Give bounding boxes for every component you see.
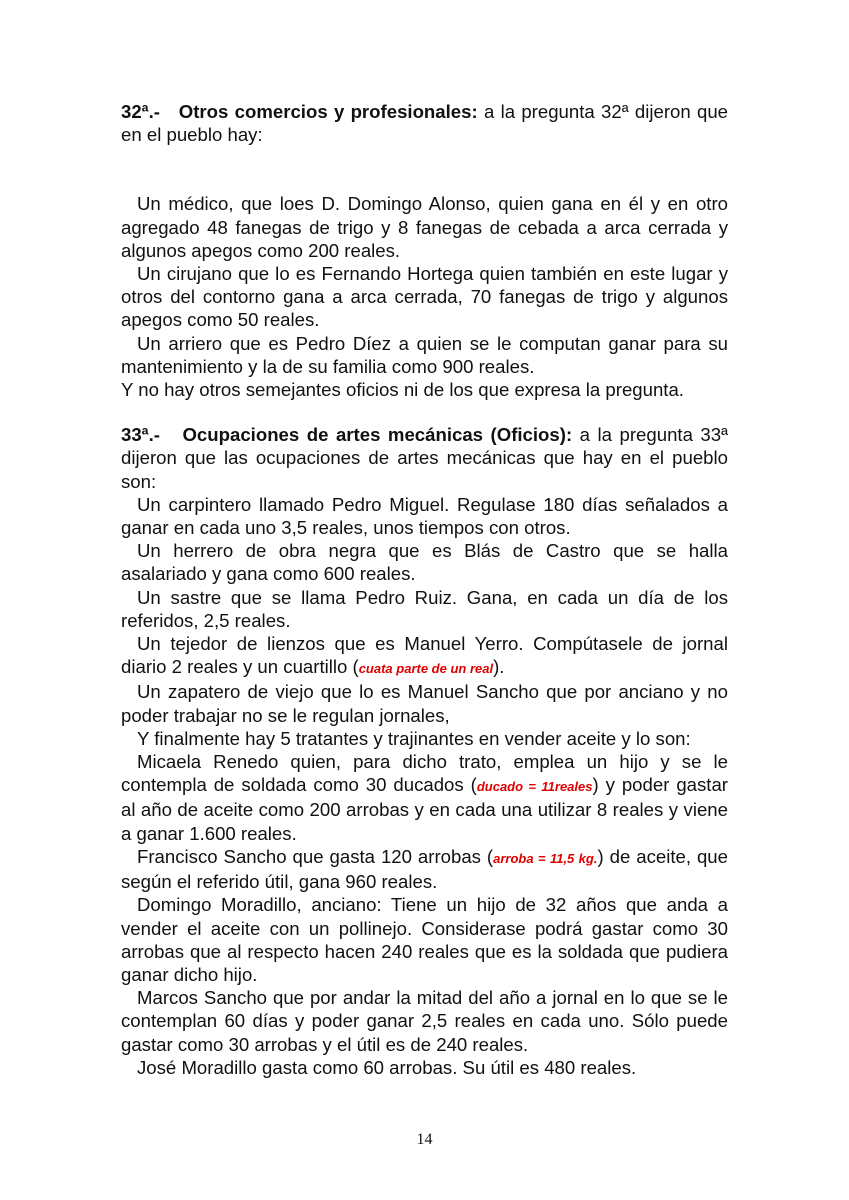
micaela-paragraph — [121, 750, 728, 845]
francisco-text-end: ) de aceite, que según el referido útil, gana 960 reales. — [121, 845, 728, 893]
arriero-paragraph: Un arriero que es Pedro Díez a quien se le computan ganar para su mantenimiento y la de su familia como 900 reales. — [121, 332, 728, 377]
ducado-note: ducado = 11reales — [476, 779, 593, 795]
zapatero-paragraph: Un zapatero de viejo que lo es Manuel Sancho que por anciano y no poder trabajar no se le regulan jornales, — [121, 681, 728, 726]
tejedor-note: cuata parte de un real — [358, 661, 494, 677]
arroba-note: arroba = 11,5 kg. — [493, 850, 598, 866]
francisco-text: Francisco Sancho que gasta 120 arrobas ( — [137, 845, 494, 867]
herrero-paragraph: Un herrero de obra negra que es Blás de Castro que se halla asalariado y gana como 600 reales. — [121, 540, 728, 585]
document-page — [121, 100, 728, 1079]
tejedor-paragraph — [121, 632, 728, 680]
spacer — [121, 401, 728, 423]
section-33-heading-paragraph — [121, 423, 728, 493]
tratantes-paragraph: Y finalmente hay 5 tratantes y trajinantes en vender aceite y lo son: — [137, 727, 691, 749]
medico-paragraph: Un médico, que loes D. Domingo Alonso, quien gana en él y en otro agregado 48 fanegas de trigo y 8 fanegas de cebada a arca cerrada y algunos apegos como 200 reales. — [121, 193, 728, 261]
section-32-heading-paragraph — [121, 100, 728, 146]
section-32-number: 32ª.- — [121, 101, 160, 122]
page-number: 14 — [416, 1131, 433, 1148]
section-32-title: Otros comercios y profesionales: — [178, 101, 478, 122]
carpintero-paragraph: Un carpintero llamado Pedro Miguel. Regulase 180 días señalados a ganar en cada uno 3,5 reales, unos tiempos con otros. — [121, 493, 728, 539]
domingo-paragraph: Domingo Moradillo, anciano: Tiene un hijo de 32 años que anda a vender el aceite con un pollinejo. Considerase podrá gastar como 30 arrobas que al respecto hacen 240 reales que es la soldada que pudiera ganar dicho hijo. — [121, 894, 728, 985]
section-33-title: Ocupaciones de artes mecánicas (Oficios): — [182, 424, 573, 446]
section-32-intro: a la pregunta 32ª dijeron que en el pueblo hay: — [121, 101, 728, 146]
jose-paragraph: José Moradillo gasta como 60 arrobas. Su útil es 480 reales. — [137, 1056, 637, 1078]
spacer — [121, 169, 728, 192]
marcos-paragraph: Marcos Sancho que por andar la mitad del año a jornal en lo que se le contemplan 60 días y poder ganar 2,5 reales en cada uno. Sólo puede gastar como 30 arrobas y el útil es de 240 reales. — [121, 987, 728, 1055]
tejedor-text: Un tejedor de lienzos que es Manuel Yerro. Compútasele de jornal diario 2 reales y un cuartillo ( — [121, 633, 728, 678]
section-33-number: 33ª.- — [121, 424, 160, 446]
section-32-closing: Y no hay otros semejantes oficios ni de los que expresa la pregunta. — [121, 379, 684, 401]
spacer — [121, 146, 728, 169]
section-33-intro: a la pregunta 33ª dijeron que las ocupaciones de artes mecánicas que hay en el pueblo son: — [121, 424, 728, 492]
micaela-text-end: ) y poder gastar al año de aceite como 200 arrobas y en cada una utilizar 8 reales y viene a ganar 1.600 reales. — [121, 774, 728, 844]
cirujano-paragraph: Un cirujano que lo es Fernando Hortega quien también en este lugar y otros del contorno gana a arca cerrada, 70 fanegas de trigo y algunos apegos como 50 reales. — [121, 263, 728, 331]
micaela-text: Micaela Renedo quien, para dicho trato, emplea un hijo y se le contempla de soldada como 30 ducados ( — [121, 751, 728, 796]
sastre-paragraph: Un sastre que se llama Pedro Ruiz. Gana, en cada un día de los referidos, 2,5 reales. — [121, 586, 728, 631]
tejedor-text-end: ). — [493, 656, 505, 678]
francisco-paragraph — [121, 845, 728, 893]
